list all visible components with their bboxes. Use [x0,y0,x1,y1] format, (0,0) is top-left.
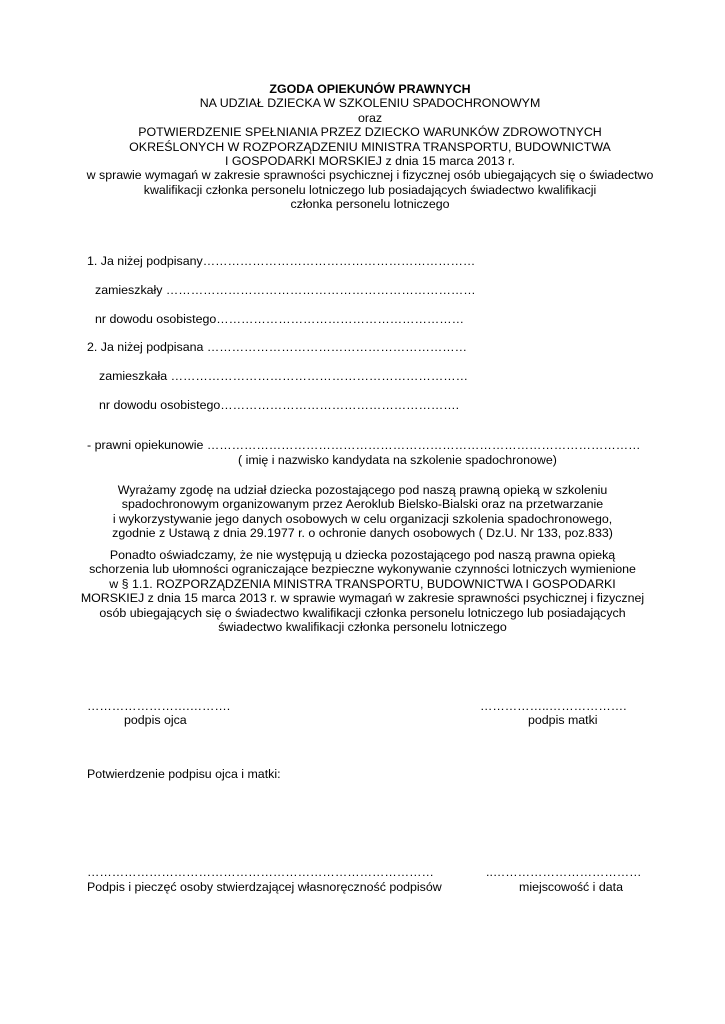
father-signature-label: podpis ojca [124,713,187,727]
stamp-signature-label: Podpis i pieczęć osoby stwierdzającej własnoręczność podpisów [87,880,442,894]
stamp-signature-line: ………………………………………………………………………… [87,865,434,879]
id1-field: nr dowodu osobistego…………………………………………………… [95,312,465,326]
declaration-line: MORSKIEJ z dnia 15 marca 2013 r. w sprawie wymagań w zakresie sprawności psychicznej i fizycznej [80,591,645,606]
header-line: członka personelu lotniczego [290,197,450,212]
residence1-field: zamieszkały ………………………………………………………………… [95,283,476,297]
signer2-field: 2. Ja niżej podpisana ……………………………………………………… [87,340,468,354]
signer1-field: 1. Ja niżej podpisany………………………………………………………… [87,254,476,268]
header-line: OKREŚLONYCH W ROZPORZĄDZENIU MINISTRA TRANSPORTU, BUDOWNICTWA [129,139,611,154]
consent-paragraph [40,483,685,541]
confirmation-label: Potwierdzenie podpisu ojca i matki: [87,767,281,781]
header-line: kwalifikacji członka personelu lotniczego lub posiadających świadectwo kwalifikacji [143,182,597,197]
header-line: oraz [357,110,383,125]
header-line: POTWIERDZENIE SPEŁNIANIA PRZEZ DZIECKO WARUNKÓW ZDROWOTNYCH [138,125,602,140]
header-line: I GOSPODARKI MORSKIEJ z dnia 15 marca 2013 r. [225,154,515,169]
declaration-line: osób ubiegających się o świadectwo kwalifikacji członka personelu lotniczego lub posiadających [99,605,626,620]
consent-line: zgodnie z Ustawą z dnia 29.1977 r. o ochronie danych osobowych ( Dz.U. Nr 133, poz.833) [112,526,613,541]
mother-signature-label: podpis matki [528,713,598,727]
declaration-paragraph [40,548,685,634]
consent-line: Wyrażamy zgodę na udział dziecka pozostającego pod naszą prawną opieką w szkoleniu [117,483,608,497]
residence2-field: zamieszkała ……………………………………………………………… [99,369,468,383]
consent-line: spadochronowym organizowanym przez Aeroklub Bielsko-Bialski oraz na przetwarzanie [121,497,604,512]
header-line: NA UDZIAŁ DZIECKA W SZKOLENIU SPADOCHRONOWYM [199,96,541,111]
place-date-line: ..……………………………… [486,865,642,879]
id2-field: nr dowodu osobistego…………………………………………………. [99,398,460,412]
declaration-line: świadectwo kwalifikacji członka personelu lotniczego [218,620,507,635]
document-header [60,82,680,212]
declaration-line: Ponadto oświadczamy, że nie występują u dziecka pozostającego pod naszą prawna opieką [109,548,616,562]
consent-line: i wykorzystywanie jego danych osobowych w celu organizacji szkolenia spadochronowego, [112,511,613,526]
place-date-label: miejscowość i data [519,880,623,894]
candidate-caption: ( imię i nazwisko kandydata na szkolenie spadochronowe) [238,453,557,467]
declaration-line: w § 1.1. ROZPORZĄDZENIA MINISTRA TRANSPORTU, BUDOWNICTWA I GOSPODARKI [109,576,616,591]
declaration-line: schorzenia lub ułomności ograniczające bezpieczne wykonywanie czynności lotniczych wymienione [89,562,636,577]
mother-signature-line: ……………..………………. [480,699,627,713]
father-signature-line: …………………….………. [87,699,231,713]
guardians-field: - prawni opiekunowie …………………………………………………………………………………………… [87,438,641,452]
header-line: w sprawie wymagań w zakresie sprawności psychicznej i fizycznej osób ubiegających się o świadectwo [86,168,654,183]
document-title: ZGODA OPIEKUNÓW PRAWNYCH [269,82,471,96]
